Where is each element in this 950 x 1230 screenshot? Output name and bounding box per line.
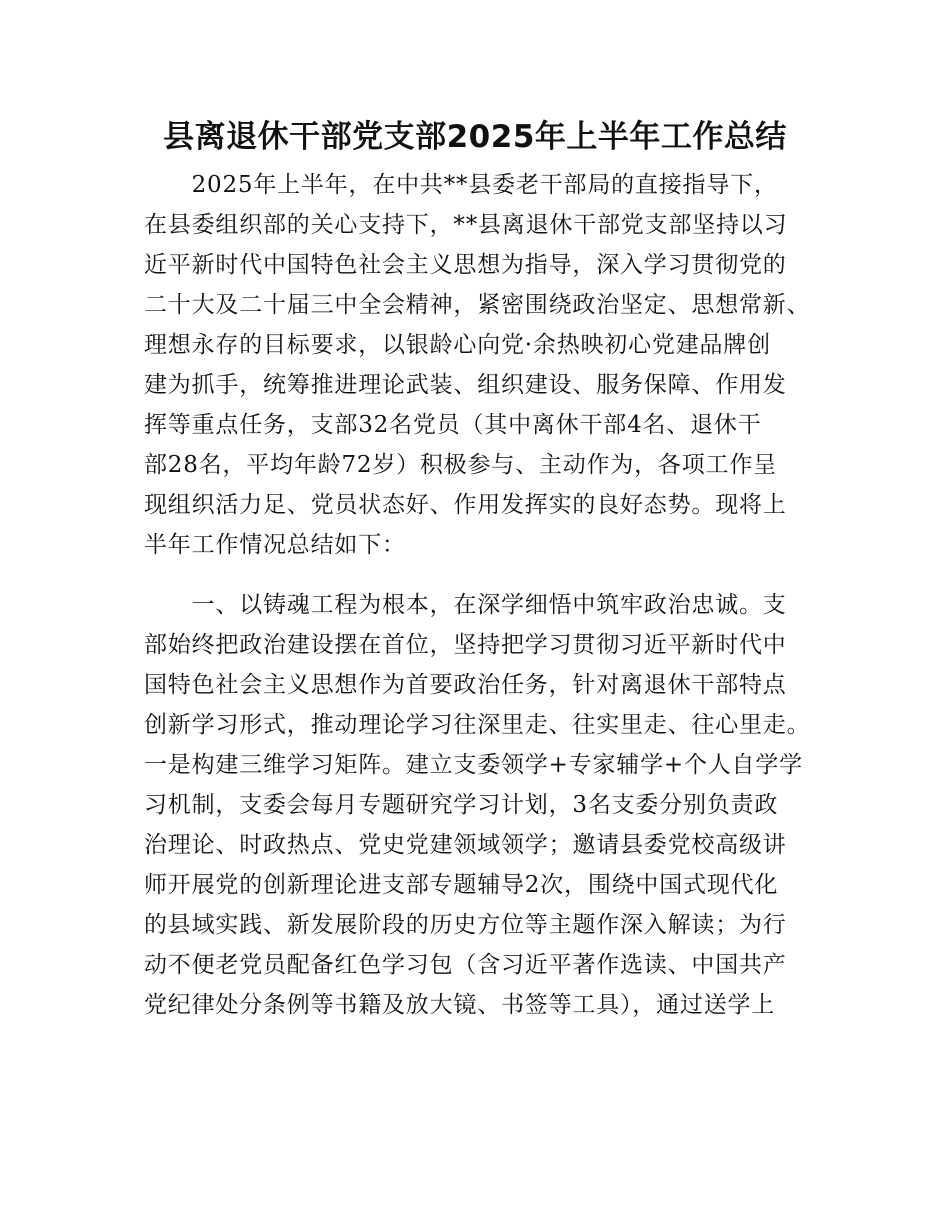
document-body <box>144 165 824 1025</box>
text-line: 一是构建三维学习矩阵。建立支委领学+专家辅学+个人自学学 <box>144 752 803 778</box>
text-line: 部28名，平均年龄72岁）积极参与、主动作为，各项工作呈 <box>144 452 777 478</box>
text-line: 动不便老党员配备红色学习包（含习近平著作选读、中国共产 <box>144 952 787 978</box>
text-line: 师开展党的创新理论进支部专题辅导2次，围绕中国式现代化 <box>144 872 779 898</box>
document-title: 县离退休干部党支部2025年上半年工作总结 <box>163 119 787 155</box>
text-line: 近平新时代中国特色社会主义思想为指导，深入学习贯彻党的 <box>144 252 787 278</box>
text-line: 习机制，支委会每月专题研究学习计划，3名支委分别负责政 <box>144 792 779 818</box>
paragraph-section-one <box>144 585 824 1025</box>
text-line: 二十大及二十届三中全会精神，紧密围绕政治坚定、思想常新、 <box>144 292 811 318</box>
text-line: 部始终把政治建设摆在首位，坚持把学习贯彻习近平新时代中 <box>144 632 787 658</box>
paragraph-gap <box>144 565 824 585</box>
text-line: 在县委组织部的关心支持下，**县离退休干部党支部坚持以习 <box>144 212 788 238</box>
text-line: 创新学习形式，推动理论学习往深里走、往实里走、往心里走。 <box>144 712 811 738</box>
text-line: 一、以铸魂工程为根本，在深学细悟中筑牢政治忠诚。支 <box>144 592 787 618</box>
text-line: 理想永存的目标要求，以银龄心向党·余热映初心党建品牌创 <box>144 332 771 358</box>
text-line: 国特色社会主义思想作为首要政治任务，针对离退休干部特点 <box>144 672 787 698</box>
text-line: 党纪律处分条例等书籍及放大镜、书签等工具），通过送学上 <box>144 992 776 1018</box>
text-line: 2025年上半年，在中共**县委老干部局的直接指导下， <box>144 172 778 198</box>
text-line: 的县域实践、新发展阶段的历史方位等主题作深入解读；为行 <box>144 912 787 938</box>
text-line: 治理论、时政热点、党史党建领域领学；邀请县委党校高级讲 <box>144 832 787 858</box>
text-line: 半年工作情况总结如下： <box>144 532 406 558</box>
paragraph-intro <box>144 165 824 565</box>
text-line: 现组织活力足、党员状态好、作用发挥实的良好态势。现将上 <box>144 492 787 518</box>
text-line: 挥等重点任务，支部32名党员（其中离休干部4名、退休干 <box>144 412 762 438</box>
text-line: 建为抓手，统筹推进理论武装、组织建设、服务保障、作用发 <box>144 372 787 398</box>
